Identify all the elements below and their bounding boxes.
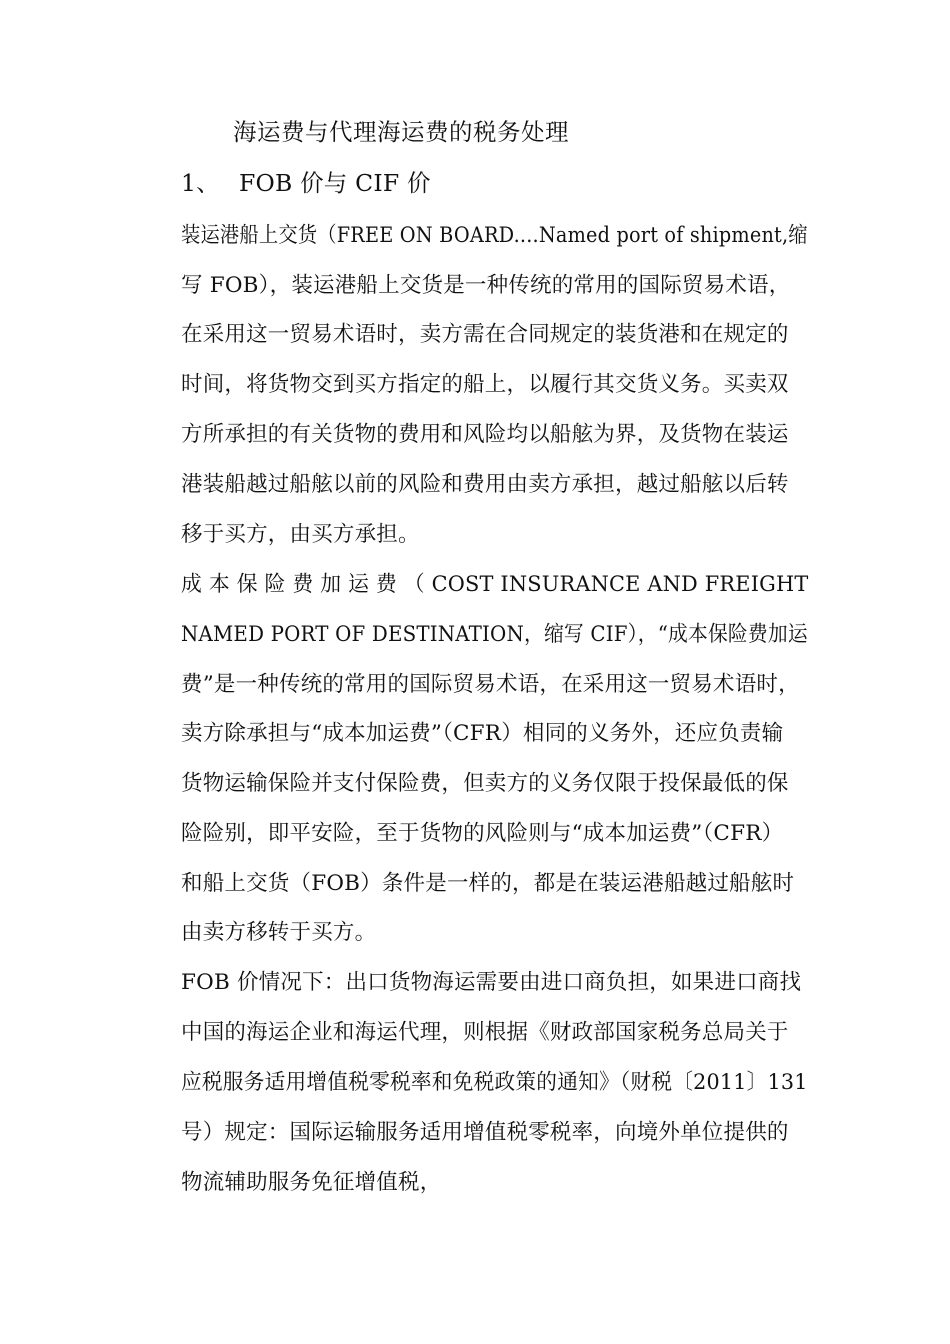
paragraph-line: 中国的海运企业和海运代理，则根据《财政部国家税务总局关于 (181, 1020, 789, 1045)
section-heading (181, 168, 431, 198)
paragraph-line: 时间，将货物交到买方指定的船上，以履行其交货义务。买卖双 (181, 372, 789, 397)
paragraph-line: 险险别，即平安险，至于货物的风险则与“成本加运费”（CFR） (181, 821, 784, 846)
paragraph-line: 移于买方，由买方承担。 (181, 522, 420, 547)
section-number: 1、 (181, 169, 220, 197)
paragraph-line: 货物运输保险并支付保险费，但卖方的义务仅限于投保最低的保 (181, 771, 789, 796)
paragraph-line: 装运港船上交货（FREE ON BOARD....Named port of shipment,缩 (181, 223, 808, 248)
paragraph-line: 和船上交货（FOB）条件是一样的，都是在装运港船越过船舷时 (181, 871, 795, 896)
paragraph-line: 成 本 保 险 费 加 运 费 （ COST INSURANCE AND FREIGHT (181, 572, 809, 597)
paragraph-line: 卖方除承担与“成本加运费”（CFR）相同的义务外，还应负责输 (181, 721, 784, 746)
section-heading-text: FOB 价与 CIF 价 (239, 169, 431, 197)
paragraph-line: 物流辅助服务免征增值税， (181, 1170, 442, 1195)
paragraph-line: 港装船越过船舷以前的风险和费用由卖方承担，越过船舷以后转 (181, 472, 789, 497)
paragraph-line: 方所承担的有关货物的费用和风险均以船舷为界，及货物在装运 (181, 422, 789, 447)
paragraph-line: NAMED PORT OF DESTINATION，缩写 CIF），“成本保险费加运 (181, 622, 808, 647)
paragraph-line: 写 FOB），装运港船上交货是一种传统的常用的国际贸易术语， (181, 273, 791, 298)
paragraph-line: 由卖方移转于买方。 (181, 920, 377, 945)
document-title: 海运费与代理海运费的税务处理 (233, 118, 569, 146)
paragraph-line: FOB 价情况下：出口货物海运需要由进口商负担，如果进口商找 (181, 970, 802, 995)
paragraph-line: 在采用这一贸易术语时，卖方需在合同规定的装货港和在规定的 (181, 322, 789, 347)
paragraph-line: 应税服务适用增值税零税率和免税政策的通知》（财税〔2011〕131 (181, 1070, 808, 1095)
paragraph-line: 号）规定：国际运输服务适用增值税零税率，向境外单位提供的 (181, 1120, 789, 1145)
paragraph-line: 费”是一种传统的常用的国际贸易术语，在采用这一贸易术语时， (181, 672, 800, 697)
